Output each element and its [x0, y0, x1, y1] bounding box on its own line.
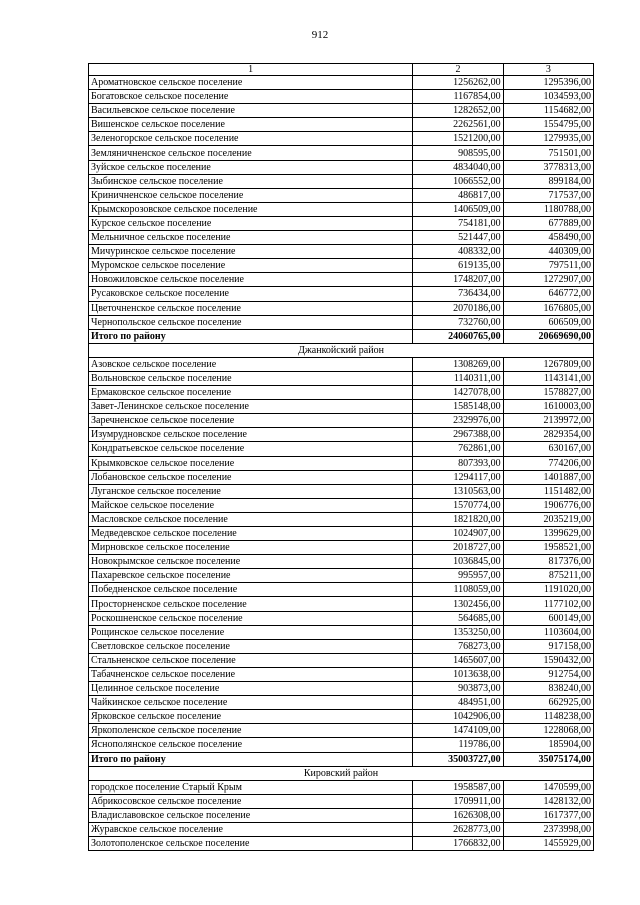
table-header-row [89, 64, 594, 76]
amount-column-3: 1228068,00 [503, 724, 593, 738]
table-row [89, 653, 594, 667]
amount-column-2: 1748207,00 [413, 273, 503, 287]
settlement-name: Курское сельское поселение [89, 216, 413, 230]
settlement-name: Медведевское сельское поселение [89, 527, 413, 541]
amount-column-3: 1151482,00 [503, 484, 593, 498]
amount-column-3: 1154682,00 [503, 104, 593, 118]
settlement-name: Ермаковское сельское поселение [89, 386, 413, 400]
table-row [89, 202, 594, 216]
settlement-name: Крымковское сельское поселение [89, 456, 413, 470]
amount-column-3: 600149,00 [503, 611, 593, 625]
table-row [89, 667, 594, 681]
table-row [89, 146, 594, 160]
amount-column-2: 1282652,00 [413, 104, 503, 118]
amount-column-2: 1427078,00 [413, 386, 503, 400]
settlement-name: Зеленогорское сельское поселение [89, 132, 413, 146]
amount-column-2: 754181,00 [413, 216, 503, 230]
table-row [89, 625, 594, 639]
settlement-name: Чернопольское сельское поселение [89, 315, 413, 329]
table-row [89, 428, 594, 442]
table-row [89, 315, 594, 329]
amount-column-2: 1256262,00 [413, 76, 503, 90]
settlement-name: Мичуринское сельское поселение [89, 245, 413, 259]
table-row [89, 555, 594, 569]
amount-column-2: 995957,00 [413, 569, 503, 583]
table-row [89, 696, 594, 710]
amount-column-3: 1401887,00 [503, 470, 593, 484]
column-header-1: 1 [89, 64, 413, 76]
amount-column-2: 1013638,00 [413, 667, 503, 681]
table-row [89, 259, 594, 273]
table-row [89, 527, 594, 541]
amount-column-2: 2329976,00 [413, 414, 503, 428]
table-row [89, 583, 594, 597]
amount-column-3: 1180788,00 [503, 202, 593, 216]
amount-column-3: 817376,00 [503, 555, 593, 569]
settlement-name: Золотополенское сельское поселение [89, 837, 413, 851]
amount-column-3: 912754,00 [503, 667, 593, 681]
district-total-row [89, 752, 594, 766]
amount-column-2: 1302456,00 [413, 597, 503, 611]
settlement-name: Кондратьевское сельское поселение [89, 442, 413, 456]
amount-column-2: 732760,00 [413, 315, 503, 329]
table-row [89, 188, 594, 202]
settlement-name: Победненское сельское поселение [89, 583, 413, 597]
table-row [89, 104, 594, 118]
table-row [89, 216, 594, 230]
district-heading-row [89, 343, 594, 357]
table-row [89, 132, 594, 146]
settlement-name: Васильевское сельское поселение [89, 104, 413, 118]
table-row [89, 301, 594, 315]
settlement-name: Крымскорозовское сельское поселение [89, 202, 413, 216]
budget-table [88, 63, 594, 851]
settlement-name: Стальненское сельское поселение [89, 653, 413, 667]
settlement-name: Светловское сельское поселение [89, 639, 413, 653]
amount-column-3: 646772,00 [503, 287, 593, 301]
table-row [89, 639, 594, 653]
amount-column-3: 751501,00 [503, 146, 593, 160]
total-label: Итого по району [89, 329, 413, 343]
settlement-name: Мельничное сельское поселение [89, 231, 413, 245]
amount-column-3: 2035219,00 [503, 512, 593, 526]
settlement-name: Яснополянское сельское поселение [89, 738, 413, 752]
amount-column-2: 4834040,00 [413, 160, 503, 174]
amount-column-3: 1148238,00 [503, 710, 593, 724]
settlement-name: Чайкинское сельское поселение [89, 696, 413, 710]
amount-column-2: 1310563,00 [413, 484, 503, 498]
settlement-name: Владиславовское сельское поселение [89, 808, 413, 822]
amount-column-3: 677889,00 [503, 216, 593, 230]
amount-column-3: 1191020,00 [503, 583, 593, 597]
table-row [89, 597, 594, 611]
amount-column-2: 1308269,00 [413, 357, 503, 371]
amount-column-3: 1399629,00 [503, 527, 593, 541]
amount-column-2: 1821820,00 [413, 512, 503, 526]
amount-column-3: 875211,00 [503, 569, 593, 583]
amount-column-2: 903873,00 [413, 682, 503, 696]
amount-column-3: 1034593,00 [503, 90, 593, 104]
amount-column-3: 662925,00 [503, 696, 593, 710]
table-row [89, 386, 594, 400]
settlement-name: Целинное сельское поселение [89, 682, 413, 696]
amount-column-2: 1167854,00 [413, 90, 503, 104]
amount-column-2: 1066552,00 [413, 174, 503, 188]
amount-column-2: 762861,00 [413, 442, 503, 456]
amount-column-2: 807393,00 [413, 456, 503, 470]
amount-column-2: 2967388,00 [413, 428, 503, 442]
table-row [89, 724, 594, 738]
amount-column-2: 768273,00 [413, 639, 503, 653]
table-row [89, 569, 594, 583]
amount-column-2: 1958587,00 [413, 780, 503, 794]
amount-column-3: 1455929,00 [503, 837, 593, 851]
settlement-name: Пахаревское сельское поселение [89, 569, 413, 583]
amount-column-3: 1295396,00 [503, 76, 593, 90]
settlement-name: Вольновское сельское поселение [89, 371, 413, 385]
table-row [89, 710, 594, 724]
amount-column-2: 1465607,00 [413, 653, 503, 667]
amount-column-2: 1294117,00 [413, 470, 503, 484]
amount-column-2: 908595,00 [413, 146, 503, 160]
amount-column-2: 2628773,00 [413, 822, 503, 836]
amount-column-3: 630167,00 [503, 442, 593, 456]
settlement-name: Богатовское сельское поселение [89, 90, 413, 104]
amount-column-2: 2018727,00 [413, 541, 503, 555]
amount-column-3: 1177102,00 [503, 597, 593, 611]
settlement-name: Ярковское сельское поселение [89, 710, 413, 724]
settlement-name: Муромское сельское поселение [89, 259, 413, 273]
settlement-name: Зуйское сельское поселение [89, 160, 413, 174]
amount-column-2: 1140311,00 [413, 371, 503, 385]
column-header-2: 2 [413, 64, 503, 76]
amount-column-3: 185904,00 [503, 738, 593, 752]
total-column-2: 24060765,00 [413, 329, 503, 343]
settlement-name: Изумрудновское сельское поселение [89, 428, 413, 442]
amount-column-3: 3778313,00 [503, 160, 593, 174]
amount-column-3: 1554795,00 [503, 118, 593, 132]
amount-column-3: 2139972,00 [503, 414, 593, 428]
table-row [89, 273, 594, 287]
settlement-name: городское поселение Старый Крым [89, 780, 413, 794]
settlement-name: Криничненское сельское поселение [89, 188, 413, 202]
settlement-name: Журавское сельское поселение [89, 822, 413, 836]
table-row [89, 442, 594, 456]
table-row [89, 682, 594, 696]
total-column-2: 35003727,00 [413, 752, 503, 766]
amount-column-3: 606509,00 [503, 315, 593, 329]
amount-column-2: 619135,00 [413, 259, 503, 273]
amount-column-3: 1958521,00 [503, 541, 593, 555]
amount-column-3: 1590432,00 [503, 653, 593, 667]
settlement-name: Масловское сельское поселение [89, 512, 413, 526]
table-row [89, 808, 594, 822]
settlement-name: Завет-Ленинское сельское поселение [89, 400, 413, 414]
amount-column-3: 1578827,00 [503, 386, 593, 400]
column-header-3: 3 [503, 64, 593, 76]
amount-column-3: 1272907,00 [503, 273, 593, 287]
amount-column-2: 408332,00 [413, 245, 503, 259]
amount-column-2: 486817,00 [413, 188, 503, 202]
amount-column-3: 717537,00 [503, 188, 593, 202]
table-row [89, 287, 594, 301]
amount-column-2: 521447,00 [413, 231, 503, 245]
table-row [89, 174, 594, 188]
table-row [89, 231, 594, 245]
table-row [89, 76, 594, 90]
amount-column-3: 1428132,00 [503, 794, 593, 808]
table-row [89, 498, 594, 512]
table-row [89, 822, 594, 836]
settlement-name: Вишенское сельское поселение [89, 118, 413, 132]
settlement-name: Майское сельское поселение [89, 498, 413, 512]
amount-column-3: 1470599,00 [503, 780, 593, 794]
table-row [89, 118, 594, 132]
table-row [89, 90, 594, 104]
table-row [89, 357, 594, 371]
settlement-name: Роскошненское сельское поселение [89, 611, 413, 625]
settlement-name: Азовское сельское поселение [89, 357, 413, 371]
table-row [89, 414, 594, 428]
amount-column-3: 838240,00 [503, 682, 593, 696]
budget-table-body [89, 64, 594, 851]
settlement-name: Русаковское сельское поселение [89, 287, 413, 301]
amount-column-2: 1626308,00 [413, 808, 503, 822]
amount-column-2: 1570774,00 [413, 498, 503, 512]
amount-column-2: 1036845,00 [413, 555, 503, 569]
settlement-name: Цветочненское сельское поселение [89, 301, 413, 315]
amount-column-2: 1406509,00 [413, 202, 503, 216]
settlement-name: Луганское сельское поселение [89, 484, 413, 498]
amount-column-2: 1024907,00 [413, 527, 503, 541]
amount-column-3: 440309,00 [503, 245, 593, 259]
amount-column-3: 917158,00 [503, 639, 593, 653]
table-row [89, 611, 594, 625]
amount-column-3: 774206,00 [503, 456, 593, 470]
table-row [89, 456, 594, 470]
table-row [89, 484, 594, 498]
table-row [89, 245, 594, 259]
settlement-name: Мирновское сельское поселение [89, 541, 413, 555]
district-total-row [89, 329, 594, 343]
page-number: 912 [311, 29, 329, 41]
table-row [89, 371, 594, 385]
total-label: Итого по району [89, 752, 413, 766]
amount-column-2: 2070186,00 [413, 301, 503, 315]
amount-column-3: 2373998,00 [503, 822, 593, 836]
table-row [89, 512, 594, 526]
settlement-name: Абрикосовское сельское поселение [89, 794, 413, 808]
amount-column-3: 1676805,00 [503, 301, 593, 315]
amount-column-2: 484951,00 [413, 696, 503, 710]
settlement-name: Новожиловское сельское поселение [89, 273, 413, 287]
district-heading: Кировский район [89, 766, 594, 780]
table-row [89, 780, 594, 794]
table-row [89, 160, 594, 174]
amount-column-2: 1766832,00 [413, 837, 503, 851]
table-row [89, 794, 594, 808]
amount-column-3: 797511,00 [503, 259, 593, 273]
amount-column-2: 1353250,00 [413, 625, 503, 639]
settlement-name: Рощинское сельское поселение [89, 625, 413, 639]
settlement-name: Земляничненское сельское поселение [89, 146, 413, 160]
amount-column-2: 1108059,00 [413, 583, 503, 597]
amount-column-3: 1279935,00 [503, 132, 593, 146]
amount-column-2: 2262561,00 [413, 118, 503, 132]
amount-column-2: 1042906,00 [413, 710, 503, 724]
settlement-name: Ароматновское сельское поселение [89, 76, 413, 90]
settlement-name: Табачненское сельское поселение [89, 667, 413, 681]
amount-column-3: 1267809,00 [503, 357, 593, 371]
settlement-name: Просторненское сельское поселение [89, 597, 413, 611]
amount-column-3: 1103604,00 [503, 625, 593, 639]
table-row [89, 470, 594, 484]
total-column-3: 20669690,00 [503, 329, 593, 343]
table-row [89, 400, 594, 414]
amount-column-2: 119786,00 [413, 738, 503, 752]
amount-column-2: 1709911,00 [413, 794, 503, 808]
amount-column-3: 1610003,00 [503, 400, 593, 414]
settlement-name: Яркополенское сельское поселение [89, 724, 413, 738]
amount-column-3: 1617377,00 [503, 808, 593, 822]
table-row [89, 541, 594, 555]
amount-column-2: 564685,00 [413, 611, 503, 625]
settlement-name: Заречненское сельское поселение [89, 414, 413, 428]
district-heading: Джанкойский район [89, 343, 594, 357]
amount-column-3: 458490,00 [503, 231, 593, 245]
amount-column-2: 1521200,00 [413, 132, 503, 146]
total-column-3: 35075174,00 [503, 752, 593, 766]
settlement-name: Лобановское сельское поселение [89, 470, 413, 484]
district-heading-row [89, 766, 594, 780]
table-row [89, 738, 594, 752]
settlement-name: Новокрымское сельское поселение [89, 555, 413, 569]
amount-column-2: 736434,00 [413, 287, 503, 301]
amount-column-3: 1143141,00 [503, 371, 593, 385]
amount-column-3: 899184,00 [503, 174, 593, 188]
amount-column-2: 1585148,00 [413, 400, 503, 414]
amount-column-3: 1906776,00 [503, 498, 593, 512]
amount-column-2: 1474109,00 [413, 724, 503, 738]
table-row [89, 837, 594, 851]
settlement-name: Зыбинское сельское поселение [89, 174, 413, 188]
amount-column-3: 2829354,00 [503, 428, 593, 442]
